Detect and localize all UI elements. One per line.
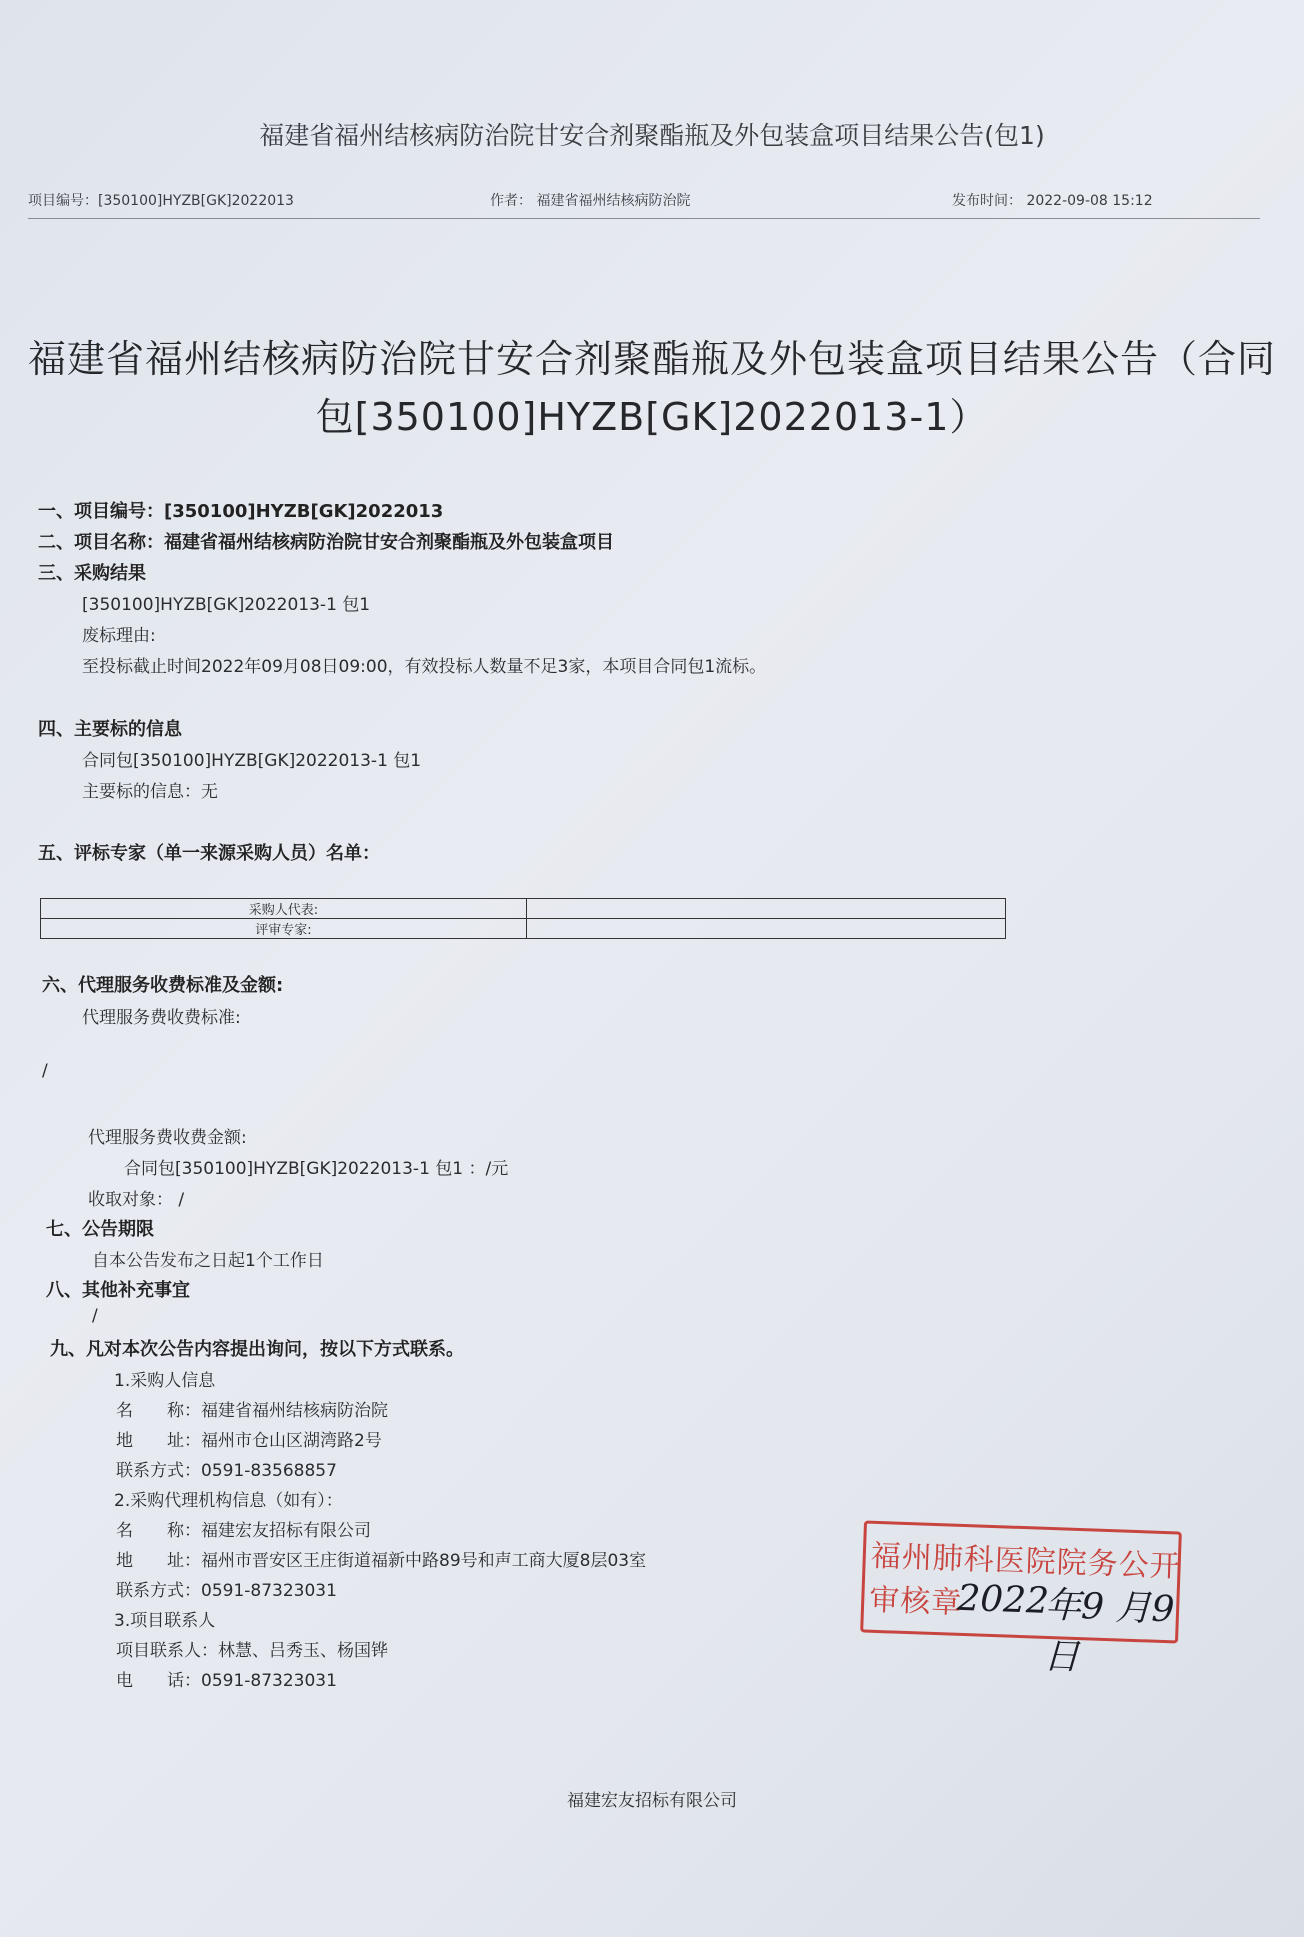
main-title-line2: 包[350100]HYZB[GK]2022013-1）	[315, 395, 989, 439]
section-6-standard: 代理服务费收费标准:	[82, 1008, 241, 1028]
section-8-text: /	[92, 1306, 98, 1326]
section-6-slash: /	[42, 1061, 48, 1081]
table-row	[41, 899, 1006, 919]
section-4: 四、主要标的信息	[38, 719, 182, 740]
section-3-reason: 至投标截止时间2022年09月08日09:00，有效投标人数量不足3家，本项目合同包1流标。	[82, 657, 767, 677]
main-title-line1: 福建省福州结核病防治院甘安合剂聚酯瓶及外包装盒项目结果公告（合同	[27, 337, 1276, 381]
section-6-amount-label: 代理服务费收费金额:	[88, 1128, 247, 1148]
stamp-handwritten-year: 2022	[956, 1577, 1050, 1622]
contact-3-people: 项目联系人：林慧、吕秀玉、杨国铧	[116, 1641, 388, 1661]
section-8: 八、其他补充事宜	[46, 1280, 190, 1301]
table-cell-value	[527, 919, 1006, 939]
table-cell-value	[527, 899, 1006, 919]
contact-1-title: 1.采购人信息	[114, 1371, 216, 1391]
stamp-handwritten-date: 年9 月9 日	[1042, 1584, 1176, 1679]
header-title: 福建省福州结核病防治院甘安合剂聚酯瓶及外包装盒项目结果公告(包1)	[259, 121, 1045, 150]
section-3-reason-label: 废标理由:	[82, 626, 156, 646]
stamp-text: 福州肺科医院院务公开审核章	[868, 1538, 1182, 1621]
contact-2-title: 2.采购代理机构信息（如有）：	[114, 1491, 343, 1511]
section-3: 三、采购结果	[38, 563, 146, 584]
section-1: 一、项目编号：[350100]HYZB[GK]2022013	[38, 501, 444, 522]
review-stamp	[860, 1520, 1182, 1679]
section-5: 五、评标专家（单一来源采购人员）名单：	[38, 843, 380, 864]
table-cell-label: 评审专家:	[41, 919, 527, 939]
section-4-info: 主要标的信息：无	[82, 782, 218, 802]
contact-3-phone: 电 话：0591-87323031	[116, 1671, 337, 1691]
header-author: 作者： 福建省福州结核病防治院	[490, 193, 691, 209]
contact-1-address: 地 址：福州市仓山区湖湾路2号	[116, 1431, 382, 1451]
header-divider	[28, 218, 1260, 219]
expert-table	[40, 898, 1006, 939]
header-project-no: 项目编号：[350100]HYZB[GK]2022013	[28, 193, 294, 209]
section-2: 二、项目名称：福建省福州结核病防治院甘安合剂聚酯瓶及外包装盒项目	[38, 532, 614, 553]
section-6-amount: 合同包[350100]HYZB[GK]2022013-1 包1 ：/元	[124, 1159, 509, 1179]
section-9: 九、凡对本次公告内容提出询问，按以下方式联系。	[50, 1339, 464, 1360]
table-cell-label: 采购人代表:	[41, 899, 527, 919]
contact-2-name: 名 称：福建宏友招标有限公司	[116, 1521, 371, 1541]
section-3-package: [350100]HYZB[GK]2022013-1 包1	[82, 595, 371, 615]
section-4-package: 合同包[350100]HYZB[GK]2022013-1 包1	[82, 751, 422, 771]
contact-3-title: 3.项目联系人	[114, 1611, 216, 1631]
section-6-target: 收取对象： /	[88, 1190, 185, 1210]
table-row	[41, 919, 1006, 939]
contact-1-name: 名 称：福建省福州结核病防治院	[116, 1401, 388, 1421]
section-7: 七、公告期限	[46, 1219, 154, 1240]
contact-2-phone: 联系方式：0591-87323031	[116, 1581, 337, 1601]
contact-1-phone: 联系方式：0591-83568857	[116, 1461, 337, 1481]
footer-company: 福建宏友招标有限公司	[567, 1791, 737, 1811]
contact-2-address: 地 址：福州市晋安区王庄街道福新中路89号和声工商大厦8层03室	[116, 1551, 647, 1571]
header-publish-time: 发布时间： 2022-09-08 15:12	[952, 193, 1153, 209]
section-7-text: 自本公告发布之日起1个工作日	[92, 1251, 324, 1271]
section-6: 六、代理服务收费标准及金额:	[42, 975, 284, 996]
